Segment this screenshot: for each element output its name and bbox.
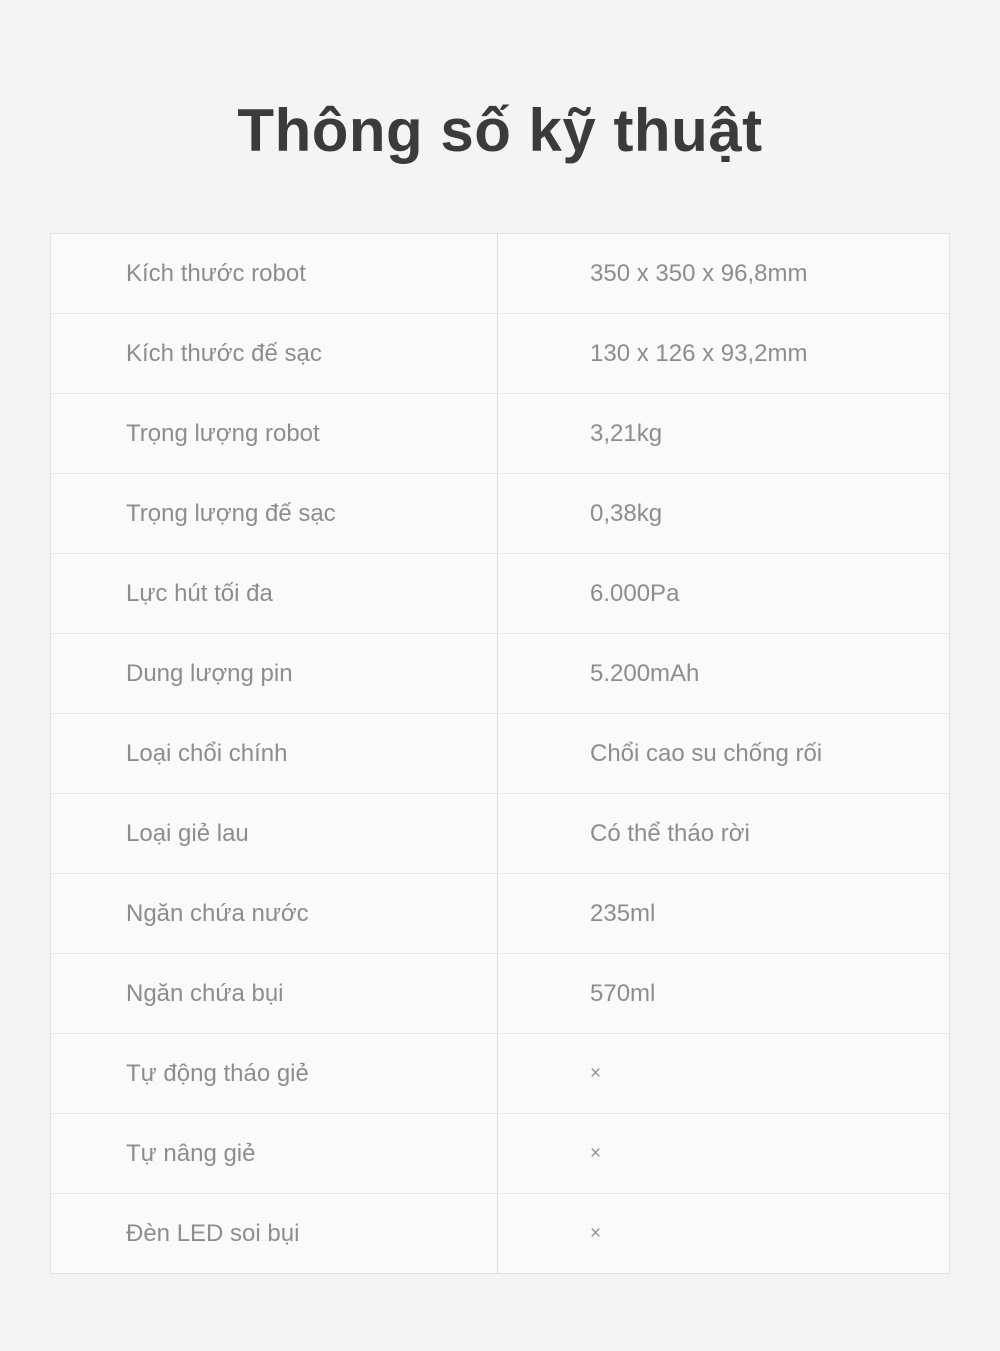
table-row [51,873,949,953]
spec-label: Tự nâng giẻ [51,1114,498,1193]
spec-value: 235ml [590,899,656,927]
spec-label: Lực hút tối đa [51,554,498,633]
spec-value: Chổi cao su chống rối [590,739,823,767]
spec-label: Trọng lượng robot [51,394,498,473]
table-row [51,313,949,393]
spec-value: 350 x 350 x 96,8mm [590,259,808,287]
table-row [51,1033,949,1113]
spec-table [50,233,950,1274]
spec-label: Kích thước robot [51,234,498,313]
table-row [51,473,949,553]
table-row [51,234,949,313]
spec-value: 5.200mAh [590,659,700,687]
table-row [51,553,949,633]
spec-label: Trọng lượng đế sạc [51,474,498,553]
spec-label: Kích thước đế sạc [51,314,498,393]
spec-label: Loại giẻ lau [51,794,498,873]
spec-label: Ngăn chứa bụi [51,954,498,1033]
spec-value: 0,38kg [590,499,663,527]
table-row [51,793,949,873]
spec-value: 570ml [590,979,656,1007]
spec-value-cross: × [590,1222,602,1244]
spec-value: 6.000Pa [590,579,680,607]
table-row [51,953,949,1033]
spec-label: Dung lượng pin [51,634,498,713]
spec-label: Ngăn chứa nước [51,874,498,953]
spec-value: Có thể tháo rời [590,819,750,847]
spec-label: Tự động tháo giẻ [51,1034,498,1113]
spec-value: 3,21kg [590,419,663,447]
page-title: Thông số kỹ thuật [237,97,763,164]
spec-label: Đèn LED soi bụi [51,1194,498,1273]
spec-value-cross: × [590,1142,602,1164]
table-row [51,713,949,793]
spec-label: Loại chổi chính [51,714,498,793]
spec-value-cross: × [590,1062,602,1084]
table-row [51,393,949,473]
table-row [51,1113,949,1193]
table-row [51,1193,949,1273]
table-row [51,633,949,713]
spec-value: 130 x 126 x 93,2mm [590,339,808,367]
